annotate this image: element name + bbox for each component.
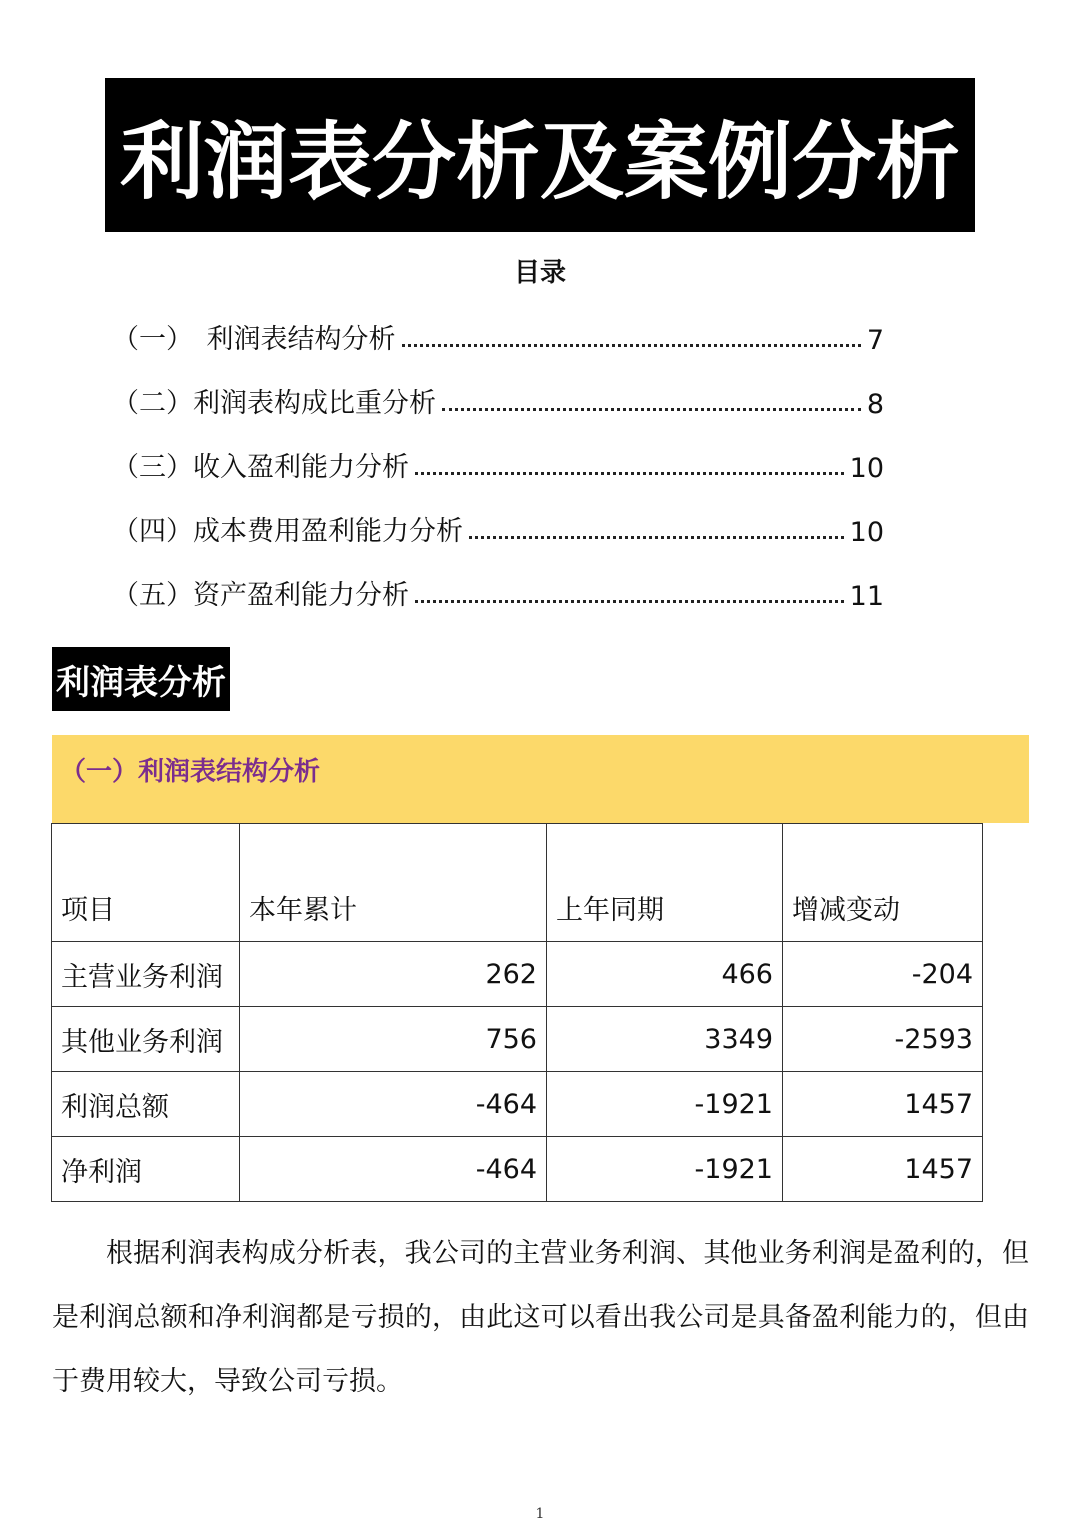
- table-row: [52, 1137, 983, 1202]
- table-header-row: [52, 824, 983, 942]
- toc-entry[interactable]: [112, 380, 884, 420]
- toc-leader-dots: [402, 344, 861, 347]
- toc-leader-dots: [415, 472, 844, 475]
- table-cell-value: -204: [783, 942, 983, 1007]
- toc-entry-page: 11: [849, 581, 884, 612]
- table-cell-value: 466: [547, 942, 783, 1007]
- table-header-cell: 项目: [52, 824, 240, 942]
- table-header-cell: 本年累计: [240, 824, 547, 942]
- toc-entry-page: 8: [866, 389, 884, 420]
- subsection-title: （一）利润表结构分析: [60, 757, 321, 787]
- subsection-band: [52, 735, 1029, 823]
- table-row: [52, 1072, 983, 1137]
- toc-entry-label: （五）资产盈利能力分析: [112, 580, 409, 611]
- toc-leader-dots: [442, 408, 861, 411]
- toc-entry-label: （三）收入盈利能力分析: [112, 452, 409, 483]
- toc-heading: 目录: [513, 258, 566, 288]
- table-cell-value: -464: [240, 1137, 547, 1202]
- table-cell-item: 利润总额: [52, 1072, 240, 1137]
- table-cell-value: 1457: [783, 1137, 983, 1202]
- toc-entry-page: 10: [849, 517, 884, 548]
- toc-entry-label: （一） 利润表结构分析: [112, 324, 396, 355]
- toc-entry-label: （四）成本费用盈利能力分析: [112, 516, 463, 547]
- toc-entry[interactable]: [112, 444, 884, 484]
- section-heading: 利润表分析: [52, 647, 230, 711]
- table-cell-item: 其他业务利润: [52, 1007, 240, 1072]
- toc-entry-page: 7: [866, 325, 884, 356]
- analysis-paragraph: 根据利润表构成分析表，我公司的主营业务利润、其他业务利润是盈利的，但是利润总额和净利润都是亏损的，由此这可以看出我公司是具备盈利能力的，但由于费用较大，导致公司亏损。: [52, 1238, 1029, 1397]
- profit-structure-table: [51, 823, 983, 1202]
- table-cell-item: 净利润: [52, 1137, 240, 1202]
- table-cell-value: 1457: [783, 1072, 983, 1137]
- table-cell-value: 3349: [547, 1007, 783, 1072]
- table-cell-value: 262: [240, 942, 547, 1007]
- page-number: 1: [535, 1506, 545, 1522]
- table-cell-value: -1921: [547, 1137, 783, 1202]
- table-cell-value: -1921: [547, 1072, 783, 1137]
- toc-entry[interactable]: [112, 508, 884, 548]
- toc-entry-page: 10: [849, 453, 884, 484]
- table-cell-value: -2593: [783, 1007, 983, 1072]
- table-header-cell: 增减变动: [783, 824, 983, 942]
- table-cell-value: 756: [240, 1007, 547, 1072]
- toc-entry[interactable]: [112, 316, 884, 356]
- table-cell-value: -464: [240, 1072, 547, 1137]
- toc-entry-label: （二）利润表构成比重分析: [112, 388, 436, 419]
- table-row: [52, 942, 983, 1007]
- toc-entry[interactable]: [112, 572, 884, 612]
- toc-leader-dots: [469, 536, 844, 539]
- document-title: 利润表分析及案例分析: [105, 78, 975, 232]
- table-header-cell: 上年同期: [547, 824, 783, 942]
- toc-leader-dots: [415, 600, 844, 603]
- table-cell-item: 主营业务利润: [52, 942, 240, 1007]
- table-row: [52, 1007, 983, 1072]
